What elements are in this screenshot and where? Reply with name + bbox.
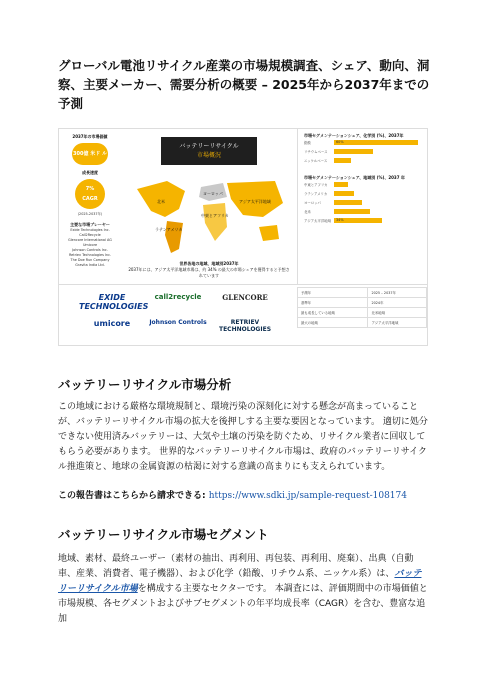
- summary-cell: 基準年: [298, 298, 368, 308]
- players-label: 主要な市場プレーヤー: [70, 222, 110, 227]
- map-caption: [127, 261, 291, 279]
- header-line1: バッテリーリサイクル: [179, 143, 239, 150]
- summary-row: [298, 318, 427, 328]
- players-list: [59, 228, 121, 268]
- chemistry-label: ニッケルベース: [304, 159, 328, 163]
- chemistry-label: 鉛酸: [304, 141, 311, 145]
- player-item: Johnson Controls Inc.: [72, 248, 108, 252]
- middle-east-africa-shape: [203, 203, 227, 241]
- region-bar: [334, 200, 362, 205]
- summary-cell: 予測年: [298, 288, 368, 298]
- region-row: [304, 217, 422, 225]
- oceania-shape: [259, 225, 279, 241]
- region-label-eu: ヨーロッパ: [203, 191, 223, 196]
- summary-cell: 最大の地域: [298, 318, 368, 328]
- johnson-controls-logo: Johnson Controls: [149, 319, 207, 326]
- region-label: ヨーロッパ: [304, 201, 321, 205]
- map-caption-text: 2037年には、アジア太平洋地域市場は、約 34% の最大の市場シェアを獲得すると予想されています: [128, 267, 290, 278]
- chemistry-row: [304, 148, 422, 156]
- region-label-mea: 中東とアフリカ: [201, 213, 229, 218]
- latin-america-shape: [165, 221, 183, 253]
- summary-cell: アジア太平洋地域: [368, 318, 427, 328]
- region-row: [304, 208, 422, 216]
- chemistry-row: [304, 157, 422, 165]
- region-label: ラテンアメリカ: [304, 192, 328, 196]
- section1-heading: バッテリーリサイクル市場分析: [58, 377, 232, 392]
- region-bar: 34%: [334, 218, 382, 223]
- infographic-logos-table: [58, 284, 428, 346]
- section1-body: この地域における厳格な環境規制と、環境汚染の深刻化に対する懸念が高まっていることが、バッテリーリサイクル市場の拡大を後押しする主要な要因となっています。 適切に処分できない使用済みバッテリーは、大気や土壌の汚染を防ぐため、リサイクル業者に回収してもらう必要があります。 世界的なバッテリーリサイクル市場は、政府のバッテリーリサイクル推進策と、地球の金属資源の枯渇に対する意識の高まりにも支えられています。: [58, 402, 428, 472]
- cagr-period: (2025-2037年): [77, 212, 103, 216]
- region-bar: [334, 191, 354, 196]
- summary-cell: 北米地域: [368, 308, 427, 318]
- player-item: The Doe Run Company: [70, 258, 110, 262]
- region-bar: [334, 182, 348, 187]
- player-item: Umicore: [82, 243, 98, 247]
- chart1-title: 市場セグメンテーションシェア、化学別 (%)、2037年: [304, 133, 404, 138]
- section2-body-a: 地域、素材、最終ユーザー（素材の抽出、再利用、再包装、再利用、廃棄）、出典（自動車、産業、消費者、電子機器）、および化学（鉛酸、リチウム系、ニッケル系）は、: [58, 554, 414, 579]
- summary-row: [298, 298, 427, 308]
- retriev-logo: RETRIEV TECHNOLOGIES: [218, 319, 272, 333]
- region-bar-chart: [298, 181, 428, 225]
- exide-logo: EXIDE TECHNOLOGIES: [79, 293, 149, 311]
- cagr-label: CAGR: [82, 196, 98, 202]
- region-label-latam: ラテンアメリカ: [155, 227, 183, 232]
- section2-body-b: を構成する主要なセクターです。 本調査には、評価期間中の市場価値と市場規模、各セグメントおよびサブセグメントの年平均成長率（CAGR）を含む、豊富な追加: [58, 584, 428, 624]
- region-label: 中東とアフリカ: [304, 183, 328, 187]
- cagr-badge: [75, 179, 105, 209]
- region-label-na: 北米: [157, 199, 165, 204]
- request-label: この報告書はこちらから請求できる:: [58, 491, 206, 501]
- section2-body: [58, 552, 430, 627]
- market-value-badge: 300億 米ド ル: [72, 143, 108, 165]
- player-item: Glencore International AG: [68, 238, 112, 242]
- glencore-logo: GLENCORE: [222, 293, 268, 302]
- battery-recycling-market-link[interactable]: バッテリーリサイクル市場: [58, 569, 422, 594]
- cagr-value: 7%: [85, 186, 95, 192]
- map-caption-title: 世界各地の地域、地域別2037年: [179, 261, 239, 266]
- request-line: [58, 488, 407, 501]
- region-label: 北米: [304, 210, 311, 214]
- region-row: [304, 199, 422, 207]
- document-title: グローバル電池リサイクル産業の市場規模調査、シェア、動向、洞察、主要メーカー、需要分析の概要 – 2025年から2037年までの予測: [58, 58, 430, 111]
- region-label: アジア太平洋地域: [304, 219, 331, 223]
- header-line2: 市場概況: [196, 152, 221, 159]
- chemistry-label: リチウムベース: [304, 150, 328, 154]
- call2recycle-logo: call2recycle: [154, 293, 202, 301]
- summary-cell: 最も成長している地域: [298, 308, 368, 318]
- section2-heading: バッテリーリサイクル市場セグメント: [58, 527, 269, 542]
- chemistry-bar: 60%: [334, 140, 418, 145]
- chart2-title: 市場セグメンテーションシェア、地域別 (%)、2037 年: [304, 175, 405, 180]
- chemistry-bar-chart: [298, 139, 428, 165]
- market-value-label: 2037年の市場価値: [72, 134, 108, 139]
- chemistry-row: [304, 139, 422, 147]
- summary-row: [298, 288, 427, 298]
- player-item: Call2Recycle: [79, 233, 101, 237]
- world-map: [127, 169, 291, 259]
- market-summary-table: [297, 287, 427, 328]
- request-link[interactable]: https://www.sdki.jp/sample-request-108174: [208, 491, 407, 501]
- umicore-logo: umicore: [93, 319, 131, 328]
- growth-label: 成長速度: [82, 170, 98, 175]
- player-item: Exide Technologies Inc.: [70, 228, 110, 232]
- infographic-header: [161, 137, 257, 165]
- region-label-apac: アジア太平洋地域: [239, 199, 271, 204]
- region-row: [304, 190, 422, 198]
- region-bar: [334, 209, 370, 214]
- chemistry-bar: [334, 149, 373, 154]
- summary-cell: 2024年: [368, 298, 427, 308]
- region-row: [304, 181, 422, 189]
- player-item: Retriev Technologies Inc.: [68, 253, 112, 257]
- player-item: Gravita India Ltd.: [75, 263, 105, 267]
- summary-row: [298, 308, 427, 318]
- chemistry-bar: [334, 158, 351, 163]
- summary-cell: 2025 – 2037年: [368, 288, 427, 298]
